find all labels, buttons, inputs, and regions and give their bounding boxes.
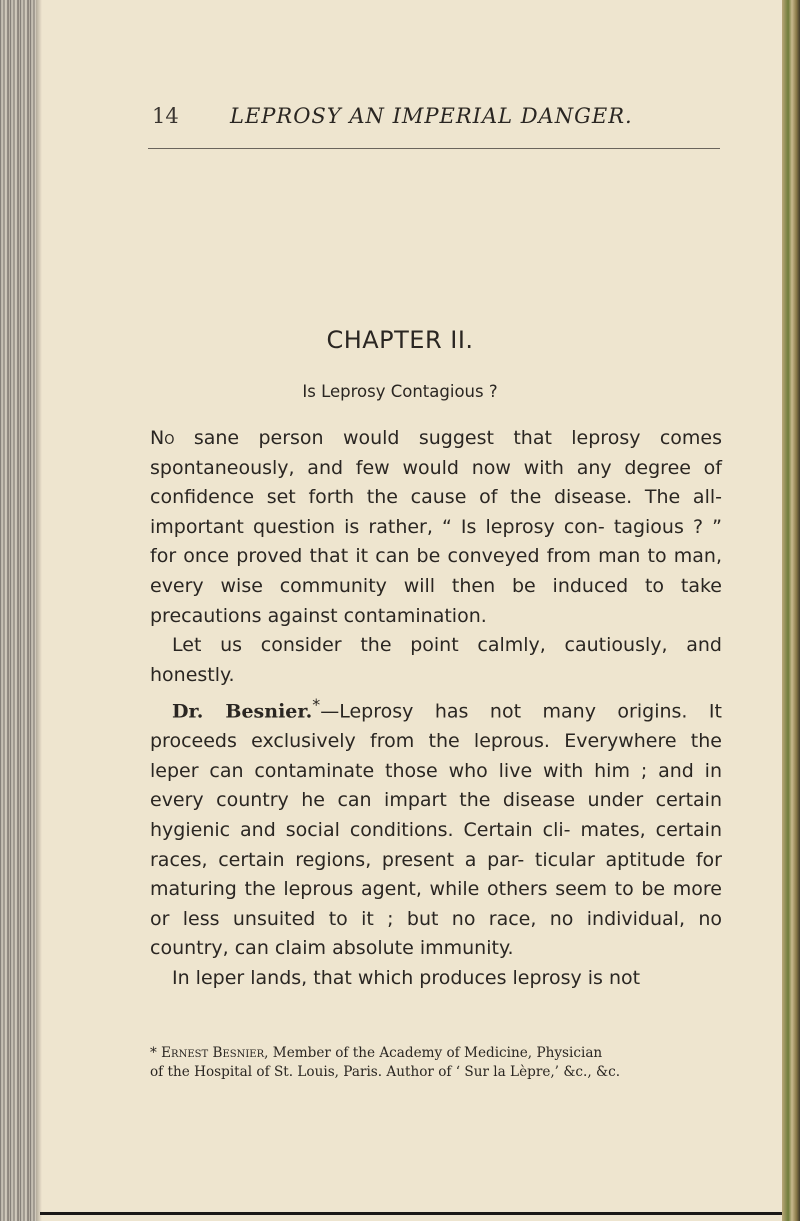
footnote-marker: * — [312, 695, 321, 715]
header-rule — [148, 148, 720, 149]
bottom-shadow-rule — [40, 1212, 782, 1215]
book-binding-edge — [0, 0, 36, 1221]
paragraph-1-text: sane person would suggest that leprosy comes spontaneously, and few would now with any degree of confidence set forth the cause of the disease. The all-important question is rather, “ Is leprosy con- tagious ? ” for once proved that it can be conveyed from man to man, every wise community will then be induced to take precautions against contamination. — [150, 427, 722, 627]
chapter-subtitle: Is Leprosy Contagious ? — [302, 382, 498, 401]
speaker-name: Dr. Besnier. — [172, 700, 313, 723]
footnote-mark: * — [150, 1045, 157, 1061]
page-fore-edge — [782, 0, 800, 1221]
lead-word: No — [150, 427, 175, 449]
paragraph-4: In leper lands, that which produces leprosy is not — [172, 967, 641, 990]
chapter-title: CHAPTER II. — [326, 326, 474, 354]
footnote-line-1 — [150, 1044, 740, 1063]
footnote-line-1-text: Member of the Academy of Medicine, Physician — [268, 1045, 603, 1061]
running-head — [152, 104, 722, 134]
paragraph-3-text: —Leprosy has not many origins. It proceeds exclusively from the leprous. Everywhere the leper can contaminate those who live with him ; and in every country he can impart the disease under certain hygienic and social conditions. Certain cli- mates, certain races, certain regions, present a par- ticular aptitude for maturing the leprous agent, while others seem to be more or less unsuited to it ; but no race, no individual, no country, can claim absolute immunity. — [150, 700, 722, 960]
footnote-line-2: of the Hospital of St. Louis, Paris. Author of ‘ Sur la Lèpre,’ &c., &c. — [150, 1064, 621, 1080]
paragraph-3 — [150, 690, 722, 964]
footnote — [150, 1044, 740, 1082]
page-number: 14 — [152, 104, 179, 128]
paragraph-1 — [150, 424, 722, 631]
running-title: LEPROSY AN IMPERIAL DANGER. — [230, 104, 633, 128]
footnote-author: Ernest Besnier, — [161, 1045, 269, 1061]
body-text — [150, 424, 722, 994]
paragraph-2: Let us consider the point calmly, cautiously, and honestly. — [150, 634, 722, 686]
